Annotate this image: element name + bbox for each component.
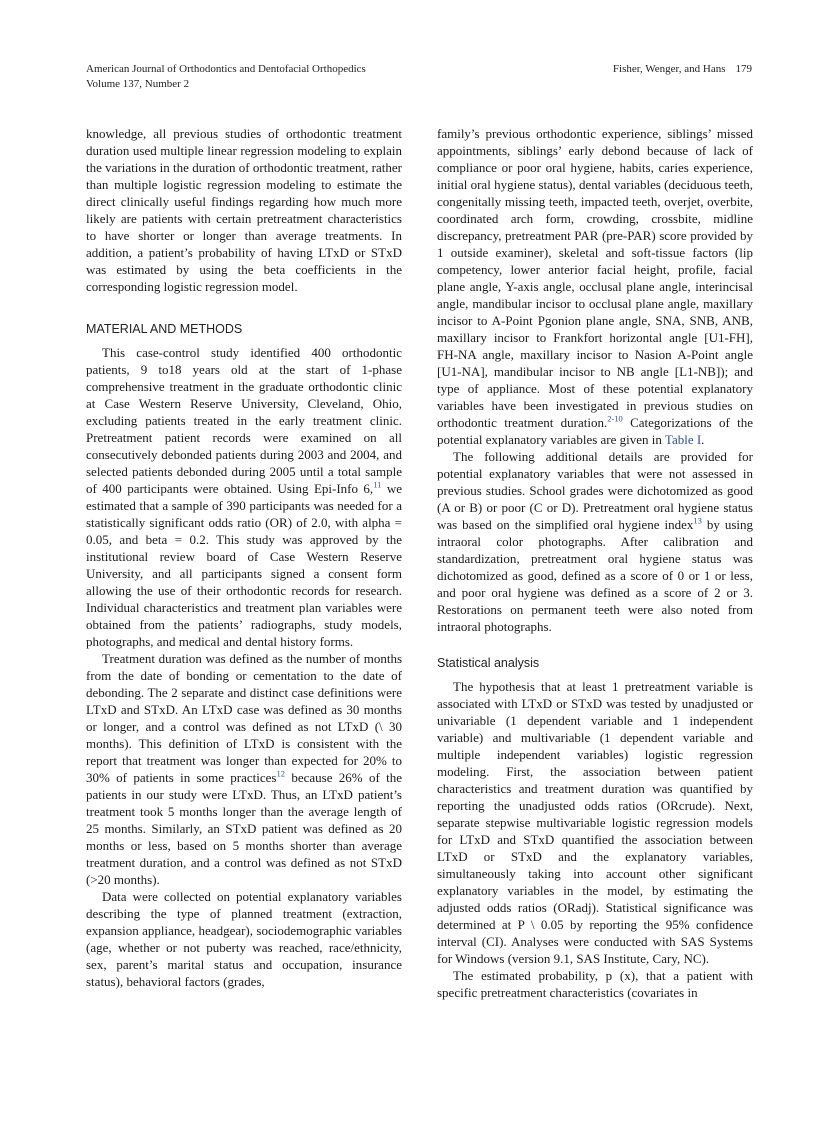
- statistical-analysis-heading: Statistical analysis: [437, 656, 540, 670]
- header-authors: Fisher, Wenger, and Hans: [612, 63, 726, 75]
- additional-details-paragraph: The following additional details are provided for potential explanatory variables that were not assessed in previous studies. School grades were dichotomized as good (A or B) or poor (C or D). Pretreatment oral hygiene status was based on the simplified oral hygiene index$^{13}$ by using intraoral color photographs. After calibration and standardization, pretreatment oral hygiene status was dichotomized as good, defined as a score of 0 or 1 or less, and poor oral hygiene was defined as a score of 2 or 3. Restorations on permanent teeth were also noted from intraoral photographs.: [437, 449, 754, 634]
- statistics-paragraph-2: The estimated probability, p (x), that a patient with specific pretreatment characteristics (covariates in: [437, 968, 753, 1000]
- running-header-left: [86, 62, 366, 92]
- statistics-paragraph-1: The hypothesis that at least 1 pretreatment variable is associated with LTxD or STxD was tested by unadjusted or univariable (1 dependent variable and 1 independent variable) and multivariable (1 dependent variable and multiple independent variables) logistic regression modeling. First, the association between patient characteristics and treatment duration was quantified by reporting the unadjusted odds ratios (ORcrude). Next, separate stepwise multivariable logistic regression models for LTxD and STxD quantified the association between LTxD or STxD and the explanatory variables, simultaneously taking into account other significant explanatory variables in the model, by estimating the adjusted odds ratios (ORadj). Statistical significance was determined at P \ 0.05 by reporting the 95% confidence interval (CI). Analyses were conducted with SAS Systems for Windows (version 9.1, SAS Institute, Cary, NC).: [437, 679, 753, 966]
- reference-link-11[interactable]: 11: [373, 479, 382, 490]
- journal-volume: Volume 137, Number 2: [86, 78, 190, 90]
- intro-paragraph-end: knowledge, all previous studies of orthodontic treatment duration used multiple linear regression modeling to explain the variations in the duration of orthodontic treatment, rather than multiple logistic regression modeling to estimate the direct clinically useful findings regarding how much more likely are patients with certain pretreatment characteristics to have shorter or longer than average treatments. In addition, a patient’s probability of having LTxD or STxD was estimated by using the beta coefficients in the corresponding logistic regression model.: [86, 126, 402, 294]
- right-column: [437, 125, 753, 1001]
- variables-paragraph: family’s previous orthodontic experience, siblings’ missed appointments, siblings’ early debond because of lack of compliance or poor oral hygiene, habits, caries experience, initial oral hygiene status), dental variables (deciduous teeth, congenitally missing teeth, impacted teeth, overjet, overbite, coordinated arch form, crowding, crossbite, midline discrepancy, pretreatment PAR (pre-PAR) score provided by 1 outside examiner), skeletal and soft-tissue factors (lip competency, lower anterior facial height, profile, facial plane angle, Y-axis angle, occlusal plane angle, interincisal angle, mandibular incisor to occlusal plane angle, maxillary incisor to A-Point Pgonion plane angle, SNA, SNB, ANB, maxillary incisor to Frankfort horizontal angle [U1-FH], FH-NA angle, maxillary incisor to Nasion A-Point angle [U1-NA], mandibular incisor to NB angle [L1-NB]); and type of appliance. Most of these potential explanatory variables have been investigated in previous studies on orthodontic treatment duration.$^{2-10}$ Categorizations of the potential explanatory variables are given in Table I.: [437, 126, 753, 447]
- table-i-link[interactable]: Table I: [664, 432, 702, 447]
- running-header-right: [613, 62, 752, 77]
- methods-paragraph-3: Data were collected on potential explanatory variables describing the type of planned treatment (extraction, expansion appliance, headgear), sociodemographic variables (age, whether or not puberty was reached, race/ethnicity, sex, parent’s marital status and occupation, insurance status), behavioral factors (grades,: [86, 889, 402, 989]
- methods-paragraph-2: Treatment duration was defined as the number of months from the date of bonding or cementation to the date of debonding. The 2 separate and distinct case definitions were LTxD and STxD. An LTxD case was defined as 30 months or longer, and a control was defined as not LTxD (\ 30 months). This definition of LTxD is consistent with the report that treatment was longer than expected for 20% to 30% of patients in some practices$^{12}$ because 26% of the patients in our study were LTxD. Thus, an LTxD patient’s treatment took 5 months longer than the average length of 25 months. Similarly, an STxD patient was defined as 20 months or less, based on 5 months shorter than average treatment duration, and a control was defined as not STxD (>20 months).: [86, 651, 402, 887]
- journal-title: American Journal of Orthodontics and Dentofacial Orthopedics: [86, 63, 366, 75]
- methods-heading: MATERIAL AND METHODS: [86, 322, 243, 336]
- reference-link-12[interactable]: 12: [276, 768, 285, 779]
- methods-paragraph-1: This case-control study identified 400 orthodontic patients, 9 to18 years old at the start of 1-phase comprehensive treatment in the graduate orthodontic clinic at Case Western Reserve University, Cleveland, Ohio, excluding patients treated in the early treatment clinic. Pretreatment patient records were examined on all consecutively debonded patients during 2003 and 2004, and selected patients debonded during 2005 until a total sample of 400 participants were obtained. Using Epi-Info 6,11 we estimated that a sample of 390 participants was needed for a statistically significant odds ratio (OR) of 2.0, with alpha = 0.05, and beta = 0.2. This study was approved by the institutional review board of Case Western Reserve University, and all participants signed a consent form allowing the use of their orthodontic records for research. Individual characteristics and treatment plan variables were obtained from the patients’ radiographs, study models, photographs, and medical and dental history forms.: [86, 345, 402, 649]
- reference-link-2-10[interactable]: 2-10: [607, 413, 623, 424]
- page-number: 179: [735, 63, 752, 75]
- reference-link-13[interactable]: 13: [693, 515, 702, 526]
- left-column: [86, 125, 402, 990]
